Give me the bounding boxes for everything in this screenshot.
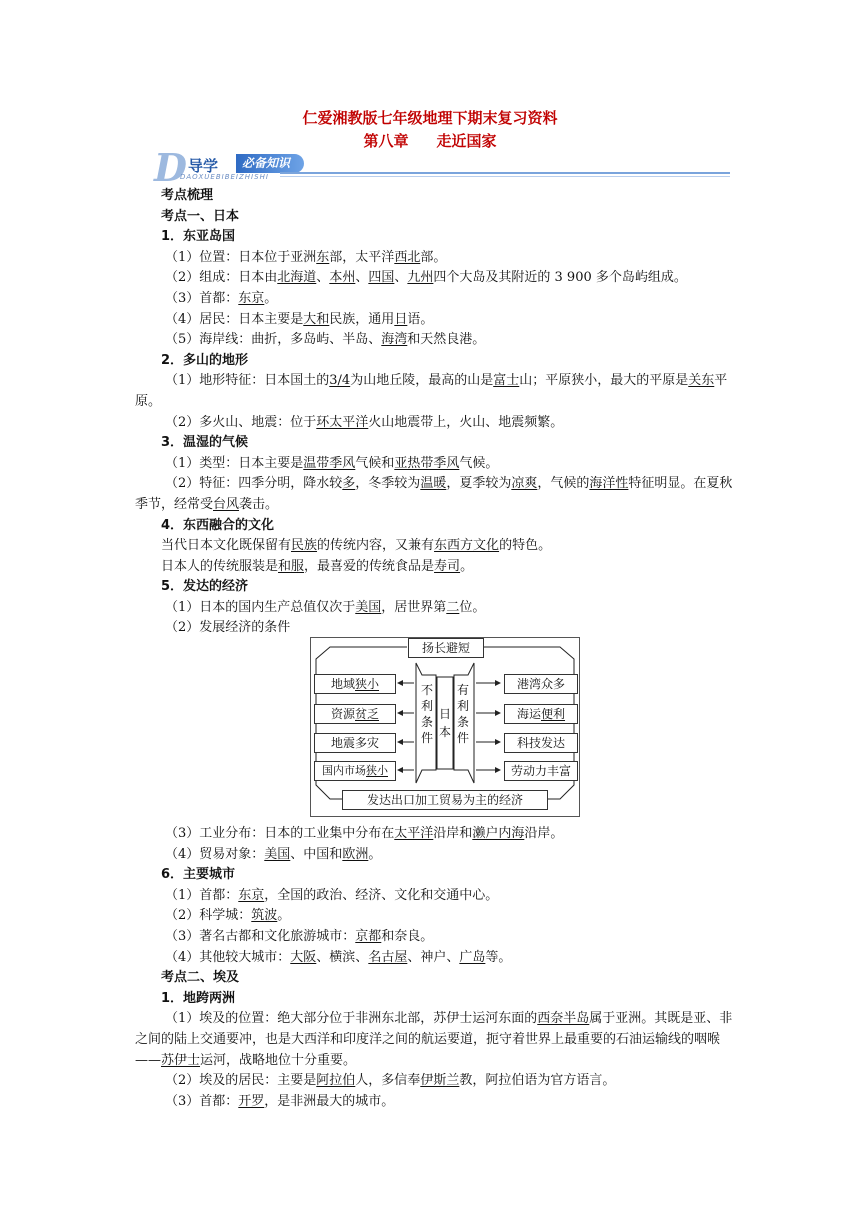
- paragraph-science-city: （2）科学城：筑波。: [165, 908, 291, 924]
- banner-word: 导学: [188, 157, 219, 175]
- heading-climate: 3．温湿的气候: [161, 435, 249, 451]
- diagram-right-box-3: 科技发达: [504, 733, 578, 753]
- diagram-left-box-3: 地震多灾: [314, 733, 396, 753]
- paragraph-egypt-residents: （2）埃及的居民：主要是阿拉伯人，多信奉伊斯兰教，阿拉伯语为官方语言。: [165, 1073, 616, 1089]
- diagram-top-box: 扬长避短: [408, 638, 484, 658]
- paragraph-egypt-location: （1）埃及的位置：绝大部分位于非洲东北部，苏伊士运河东面的西奈半岛属于亚洲。其既是亚、非之间的陆上交通要冲，也是大西洋和印度洋之间的航运要道，扼守着世界上最重要的石油运输线的咽喉——苏伊士运河，战略地位十分重要。: [135, 1011, 733, 1068]
- heading-east-asia-island: 1．东亚岛国: [161, 229, 236, 245]
- diagram-bottom-box: 发达出口加工贸易为主的经济: [342, 790, 548, 810]
- paragraph-culture: 当代日本文化既保留有民族的传统内容，又兼有东西方文化的特色。: [161, 538, 552, 554]
- banner-rule-thin: [280, 176, 730, 177]
- paragraph-conditions: （2）发展经济的条件: [165, 620, 291, 636]
- section-banner: [150, 145, 730, 190]
- paragraph-ancient-capital: （3）著名古都和文化旅游城市：京都和奈良。: [165, 929, 434, 945]
- banner-rule: [280, 172, 730, 174]
- diagram-right-box-1: 港湾众多: [504, 674, 578, 694]
- banner-pill: 必备知识: [236, 154, 304, 173]
- diagram-right-box-4: 劳动力丰富: [504, 761, 578, 781]
- heading-summary: 考点梳理: [161, 188, 214, 203]
- diagram-left-box-1: 地域狭小: [314, 674, 396, 694]
- diagram-favorable-label: 有 利 条 件: [456, 683, 469, 745]
- paragraph-city-capital: （1）首都：东京，全国的政治、经济、文化和交通中心。: [165, 887, 499, 903]
- chapter-name: 走近国家: [436, 132, 497, 150]
- paragraph-location: （1）位置：日本位于亚洲东部，太平洋西北部。: [165, 249, 447, 265]
- diagram-left-box-2: 资源贫乏: [314, 704, 396, 724]
- paragraph-other-cities: （4）其他较大城市：大阪、横滨、名古屋、神户、广岛等。: [165, 949, 512, 965]
- diagram-right-box-2: 海运便利: [504, 704, 578, 724]
- banner-pinyin: DAOXUEBIBEIZHISHI: [180, 173, 269, 181]
- paragraph-trade: （4）贸易对象：美国、中国和欧洲。: [165, 846, 382, 862]
- paragraph-industry: （3）工业分布：日本的工业集中分布在太平洋沿岸和濑户内海沿岸。: [165, 826, 564, 842]
- diagram-left-box-4: 国内市场狭小: [314, 761, 396, 781]
- heading-terrain: 2．多山的地形: [161, 352, 249, 368]
- banner-logo-letter: D: [154, 145, 187, 190]
- paragraph-gdp: （1）日本的国内生产总值仅次于美国，居世界第二位。: [165, 599, 486, 615]
- heading-culture: 4．东西融合的文化: [161, 517, 275, 533]
- heading-two-continents: 1．地跨两洲: [161, 990, 236, 1006]
- heading-topic-japan: 考点一、日本: [161, 208, 240, 224]
- diagram-unfavorable-label: 不 利 条 件: [420, 683, 433, 745]
- diagram-center-label: 日 本: [438, 707, 451, 739]
- heading-cities: 6．主要城市: [161, 867, 236, 883]
- heading-topic-egypt: 考点二、埃及: [161, 970, 240, 986]
- heading-economy: 5．发达的经济: [161, 579, 249, 595]
- paragraph-traditions: 日本人的传统服装是和服，最喜爱的传统食品是寿司。: [161, 558, 474, 574]
- paragraph-climate-features: （2）特征：四季分明，降水较多，冬季较为温暖，夏季较为凉爽，气候的海洋性特征明显。在夏秋季节，经常受台风袭击。: [135, 476, 733, 512]
- paragraph-terrain: （1）地形特征：日本国土的3/4为山地丘陵，最高的山是富士山；平原狭小，最大的平原是关东平原。: [135, 373, 728, 409]
- paragraph-composition: （2）组成：日本由北海道、本州、四国、九州四个大岛及其附近的 3 900 多个岛屿组成。: [165, 270, 687, 286]
- economy-conditions-diagram: [310, 637, 580, 817]
- paragraph-climate-type: （1）类型：日本主要是温带季风气候和亚热带季风气候。: [165, 455, 499, 471]
- paragraph-coastline: （5）海岸线：曲折，多岛屿、半岛、海湾和天然良港。: [165, 332, 486, 348]
- paragraph-egypt-capital: （3）首都：开罗，是非洲最大的城市。: [165, 1093, 395, 1109]
- paragraph-residents: （4）居民：日本主要是大和民族，通用日语。: [165, 311, 434, 327]
- paragraph-volcano: （2）多火山、地震：位于环太平洋火山地震带上，火山、地震频繁。: [165, 414, 564, 430]
- chapter-number: 第八章: [363, 132, 409, 150]
- document-title: 仁爱湘教版七年级地理下期末复习资料: [302, 109, 558, 127]
- paragraph-capital: （3）首都：东京。: [165, 290, 278, 306]
